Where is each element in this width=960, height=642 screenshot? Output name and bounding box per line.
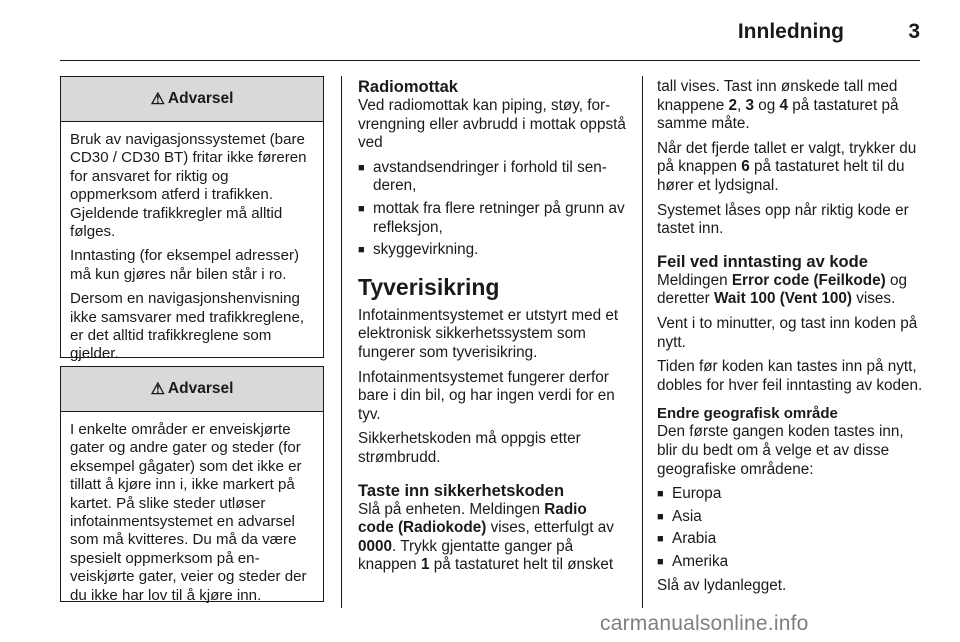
column-divider xyxy=(341,76,342,608)
theft-paragraph: Infotainmentsystemet er utstyrt med et elektronisk sikkerhetssystem som fungerer som tyverisikring. xyxy=(358,306,619,361)
display-code: 0000 xyxy=(358,537,393,555)
key-label: 1 xyxy=(420,556,430,574)
audio-off-paragraph: Slå av lydanlegget. xyxy=(657,577,787,595)
list-item: ■ mottak fra flere retninger på grunn av refleksjon, xyxy=(358,200,626,237)
warning-title: Advarsel xyxy=(167,90,234,107)
list-item: ■ skyggevirkning. xyxy=(358,241,626,260)
warning-triangle-icon: ⚠ xyxy=(150,381,165,398)
warning-paragraph: I enkelte områder er enveiskjørte gater og andre gater og steder (for eksempel gågater) som det ikke er tillatt å kjøre inn i, ikke markert på kartet. På slike steder utløser infotainmentsystemet en advarsel som må kvitteres. Du må da være spesielt oppmerksom på enveiskjørte gater, veier og steder der du ikke har lov til å kjøre inn. xyxy=(70,421,307,604)
key-label: 2 xyxy=(728,96,737,114)
key-label: 4 xyxy=(779,96,789,114)
unlock-paragraph: Systemet låses opp når riktig kode er tastet inn. xyxy=(657,201,909,238)
code-heading: Taste inn sikkerhetskoden xyxy=(358,481,565,500)
warning-triangle-icon: ⚠ xyxy=(150,91,165,108)
code-paragraph: Slå på enheten. Meldingen Radio code (Radiokode) vises, etterfulgt av 0000. Trykk gjentatte ganger på knappen 1 på tastaturet helt til ønsket xyxy=(358,500,614,574)
display-message: Radio code (Radiokode) xyxy=(358,500,587,537)
right-column xyxy=(657,78,925,602)
theft-paragraph: Sikkerhetskoden må oppgis etter strømbrudd. xyxy=(358,430,581,466)
display-message: Wait 100 (Vent 100) xyxy=(713,290,852,308)
key-label: 6 xyxy=(741,158,750,176)
radio-heading: Radiomottak xyxy=(358,78,458,96)
list-item: ■ Asia xyxy=(657,508,925,527)
list-item: ■ Arabia xyxy=(657,530,925,549)
list-item: ■ Europa xyxy=(657,485,925,504)
list-item: ■ Amerika xyxy=(657,553,925,572)
fourth-digit-paragraph: Når det fjerde tallet er valgt, trykker du på knappen 6 på tastaturet helt til du hører et lydsignal. xyxy=(657,139,917,194)
warning-body xyxy=(61,122,323,376)
warning-paragraph: Dersom en navigasjonshenvisning ikke samsvarer med trafikkreglene, er det alltid trafikkreglene som gjelder. xyxy=(70,290,305,363)
warning-paragraph: Inntasting (for eksempel adresser) må kun gjøres når bilen står i ro. xyxy=(70,247,300,283)
geo-heading: Endre geografisk område xyxy=(657,405,838,423)
header-rule xyxy=(60,60,920,61)
code-continued-paragraph: tall vises. Tast inn ønskede tall med knappene 2, 3 og 4 på tastaturet på samme måte. xyxy=(657,78,899,133)
warning-title: Advarsel xyxy=(167,380,234,397)
warning-box-oneway xyxy=(60,366,324,602)
theft-heading: Tyverisikring xyxy=(358,273,500,300)
watermark-link[interactable]: carmanualsonline.info xyxy=(600,612,809,635)
region-list xyxy=(657,485,925,571)
radio-intro: Ved radiomottak kan piping, støy, forvrengning eller avbrudd i mottak oppstå ved xyxy=(358,97,626,152)
warning-box-navigation xyxy=(60,76,324,363)
middle-column xyxy=(358,78,626,581)
display-message: Error code (Feilkode) xyxy=(731,271,886,289)
warning-paragraph: Bruk av navigasjonssystemet (bare CD30 / CD30 BT) fritar ikke føreren for ansvaret for riktig og oppmerksom atferd i trafikken. Gjeldende trafikkregler må alltid følges. xyxy=(70,131,307,241)
error-paragraph: Meldingen Error code (Feilkode) og deretter Wait 100 (Vent 100) vises. xyxy=(657,271,907,308)
list-item: ■ avstandsendringer i forhold til senderen, xyxy=(358,159,626,196)
warning-header xyxy=(61,77,323,122)
wait-paragraph: Vent i to minutter, og tast inn koden på nytt. xyxy=(657,314,918,351)
key-label: 3 xyxy=(745,96,754,114)
radio-bullet-list xyxy=(358,159,626,260)
double-paragraph: Tiden før koden kan tastes inn på nytt, dobles for hver feil inntasting av koden. xyxy=(657,358,923,394)
page-title: Innledning xyxy=(737,20,844,43)
geo-paragraph: Den første gangen koden tastes inn, blir du bedt om å velge et av disse geografiske områdene: xyxy=(657,423,904,478)
theft-paragraph: Infotainmentsystemet fungerer derfor bare i din bil, og har ingen verdi for en tyv. xyxy=(358,368,615,423)
warning-header xyxy=(61,367,323,412)
warning-body xyxy=(61,412,323,617)
page-header xyxy=(0,0,960,60)
page-number: 3 xyxy=(908,20,920,43)
error-heading: Feil ved inntasting av kode xyxy=(657,252,868,271)
column-divider xyxy=(642,76,643,608)
